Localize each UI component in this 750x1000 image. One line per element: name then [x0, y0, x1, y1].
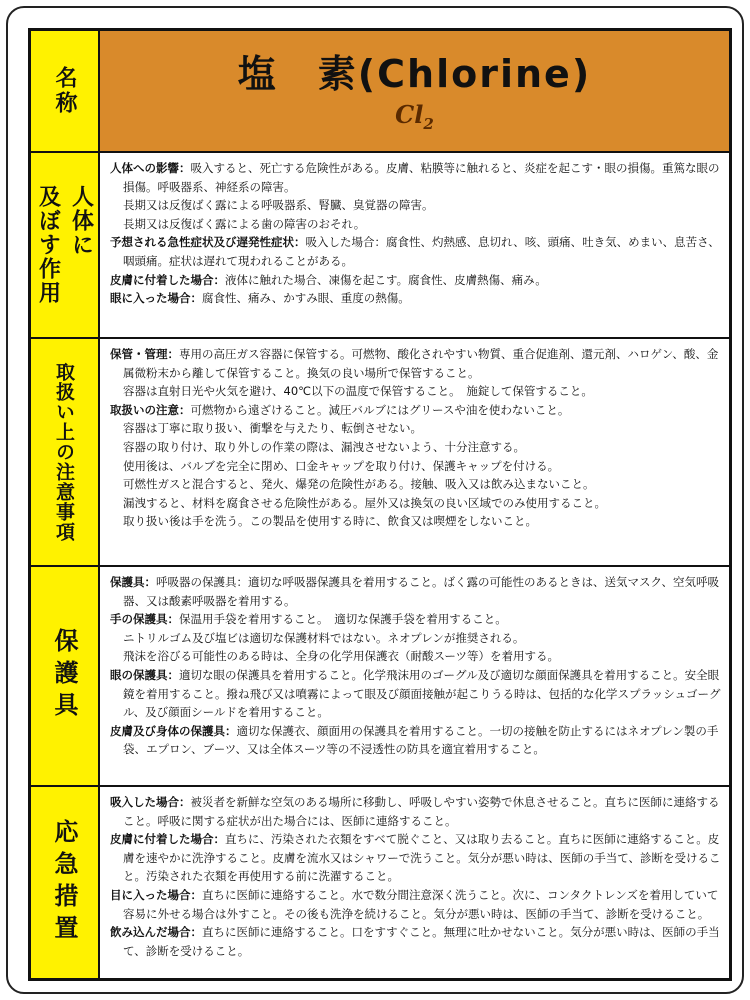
line-heading: 眼に入った場合：: [110, 291, 202, 306]
formula-subscript: 2: [423, 114, 434, 133]
protective-label-cell: [31, 567, 100, 785]
text-line: [110, 159, 723, 196]
text-line: [110, 830, 723, 886]
line-text: 腐食性、痛み、かすみ眼、重度の熱傷。: [202, 291, 410, 306]
handling-label-cell: [31, 339, 100, 565]
line-text: 適切な保護衣、顔面用の保護具を着用すること。一切の接触を防止するにはネオプレン製の手袋、エプロン、ブーツ、又は全体スーツ等の不浸透性の防具を適宜着用すること。: [123, 723, 719, 757]
effects-row: [31, 153, 729, 339]
line-text: 呼吸器の保護具：適切な呼吸器保護具を着用すること。ばく露の可能性のあるときは、送気マスク、空気呼吸器、又は酸素呼吸器を着用する。: [123, 575, 720, 608]
line-text: 直ちに医師に連絡すること。口をすすぐこと。無理に吐かせないこと。気分が悪い時は、医師の手当て、診断を受けること。: [123, 925, 720, 958]
text-line: [110, 512, 723, 531]
text-line: [110, 271, 723, 290]
line-heading: 目に入った場合：: [110, 887, 202, 902]
line-text: 可燃物から遠ざけること。減圧バルブにはグリースや油を使わないこと。: [190, 402, 570, 417]
effects-label-cell: [31, 153, 100, 337]
line-text: 適切な眼の保護具を着用すること。化学飛沫用のゴーグル及び適切な顔面保護具を着用すること。安全眼鏡を着用すること。撥ね飛び又は噴霧によって眼及び顔面接触が起こりうる時は、包括的な化学スプラッシュゴーグル、及び顔面シールドを着用すること。: [123, 667, 721, 720]
text-line: [110, 666, 723, 722]
line-text: 液体に触れた場合、凍傷を起こす。腐食性、皮膚熱傷、痛み。: [225, 272, 547, 287]
text-line: [110, 196, 723, 215]
line-heading: 飲み込んだ場合：: [110, 925, 202, 940]
text-line: [110, 610, 723, 629]
text-line: [110, 233, 723, 270]
text-line: [110, 382, 723, 401]
handling-label: 取扱い上の注意事項: [53, 362, 75, 542]
name-label-cell: [31, 31, 100, 151]
line-heading: 保護具：: [110, 575, 156, 589]
line-text: 飛沫を浴びる可能性のある時は、全身の化学用保護衣（耐酸スーツ等）を着用する。: [123, 649, 559, 664]
text-line: [110, 886, 723, 923]
line-text: 保温用手袋を着用すること。 適切な保護手袋を着用すること。: [179, 612, 507, 627]
line-heading: 皮膚及び身体の保護具：: [110, 723, 237, 738]
title-cell: [100, 31, 729, 151]
formula-main: Cl: [395, 100, 424, 129]
line-text: 可燃性ガスと混合すると、発火、爆発の危険性がある。接触、吸入又は飲み込まないこと。: [123, 477, 595, 492]
text-line: [110, 438, 723, 457]
line-text: 容器は丁寧に取り扱い、衝撃を与えたり、転倒させない。: [123, 421, 422, 436]
line-text: 長期又は反復ばく露による呼吸器系、腎臓、臭覚器の障害。: [123, 198, 434, 213]
text-line: [110, 401, 723, 420]
chemical-formula: [100, 100, 729, 133]
effects-label-col1: 人体に: [68, 185, 94, 257]
sds-sheet: [28, 28, 732, 981]
effects-label-col2: 及ぼす作用: [35, 185, 61, 305]
protective-row: [31, 567, 729, 787]
line-text: 容器は直射日光や火気を避け、40℃以下の温度で保管すること。 施錠して保管すること。: [123, 384, 593, 399]
text-line: [110, 289, 723, 308]
line-heading: 眼の保護具：: [110, 667, 179, 682]
protective-content: [110, 573, 723, 781]
line-heading: 吸入した場合：: [110, 795, 191, 809]
line-text: 専用の高圧ガス容器に保管する。可燃物、酸化されやすい物質、重合促進剤、還元剤、ハロゲン、酸、金属微粉末から離して保管すること。換気の良い場所で保管すること。: [123, 347, 719, 380]
text-line: [110, 923, 723, 960]
line-heading: 取扱いの注意：: [110, 402, 191, 417]
handling-row: [31, 339, 729, 567]
emergency-label: 応急措置: [50, 818, 78, 947]
line-heading: 皮膚に付着した場合：: [110, 832, 225, 847]
text-line: [110, 793, 723, 830]
line-heading: 手の保護具：: [110, 612, 179, 627]
emergency-label-cell: [31, 787, 100, 978]
text-line: [110, 647, 723, 666]
line-heading: 皮膚に付着した場合：: [110, 272, 225, 287]
emergency-content: [110, 793, 723, 974]
line-text: 長期又は反復ばく露による歯の障害のおそれ。: [123, 216, 366, 231]
line-text: 容器の取り付け、取り外しの作業の際は、漏洩させないよう、十分注意する。: [123, 439, 526, 454]
handling-content: [110, 345, 723, 561]
text-line: [110, 573, 723, 610]
line-heading: 人体への影響：: [110, 161, 191, 175]
text-line: [110, 345, 723, 382]
line-heading: 予想される急性症状及び遅発性症状：: [110, 235, 306, 250]
line-text: 直ちに、汚染された衣類をすべて脱ぐこと、又は取り去ること。直ちに医師に連絡すること。皮膚を速やかに洗浄すること。皮膚を流水又はシャワーで洗うこと。気分が悪い時は、医師の手当て、診断を受けること。汚染された衣類を再使用する前に洗濯すること。: [123, 832, 721, 884]
line-heading: 保管・管理：: [110, 347, 179, 361]
text-line: [110, 215, 723, 234]
text-line: [110, 419, 723, 438]
substance-title: 塩 素(Chlorine): [237, 52, 592, 96]
text-line: [110, 475, 723, 494]
text-line: [110, 629, 723, 648]
line-text: 吸入した場合：腐食性、灼熱感、息切れ、咳、頭痛、吐き気、めまい、息苦さ、咽頭痛。症状は遅れて現われることがある。: [123, 235, 720, 268]
effects-label: [33, 185, 97, 305]
protective-label: 保護具: [50, 628, 78, 724]
text-line: [110, 722, 723, 759]
name-row: [31, 31, 729, 153]
line-text: 吸入すると、死亡する危険性がある。皮膚、粘膜等に触れると、炎症を起こす・眼の損傷。重篤な眼の損傷。呼吸器系、神経系の障害。: [123, 161, 720, 194]
emergency-row: [31, 787, 729, 978]
sign-board: [6, 6, 744, 994]
line-text: 直ちに医師に連絡すること。水で数分間注意深く洗うこと。次に、コンタクトレンズを着用していて容易に外せる場合は外すこと。その後も洗浄を続けること。気分が悪い時は、医師の手当て、診断を受けること。: [123, 887, 719, 921]
text-line: [110, 494, 723, 513]
effects-content: [110, 159, 723, 333]
line-text: 取り扱い後は手を洗う。この製品を使用する時に、飲食又は喫煙をしないこと。: [123, 514, 537, 529]
name-label: 名称: [52, 66, 77, 116]
text-line: [110, 457, 723, 476]
line-text: 被災者を新鮮な空気のある場所に移動し、呼吸しやすい姿勢で休息させること。直ちに医師に連絡すること。呼吸に関する症状が出た場合には、医師に連絡すること。: [123, 795, 720, 828]
line-text: ニトリルゴム及び塩ビは適切な保護材料ではない。ネオプレンが推奨される。: [123, 630, 525, 645]
line-text: 使用後は、バルブを完全に閉め、口金キャップを取り付け、保護キャップを付ける。: [123, 458, 560, 473]
line-text: 漏洩すると、材料を腐食させる危険性がある。屋外又は換気の良い区域でのみ使用すること。: [123, 495, 606, 510]
